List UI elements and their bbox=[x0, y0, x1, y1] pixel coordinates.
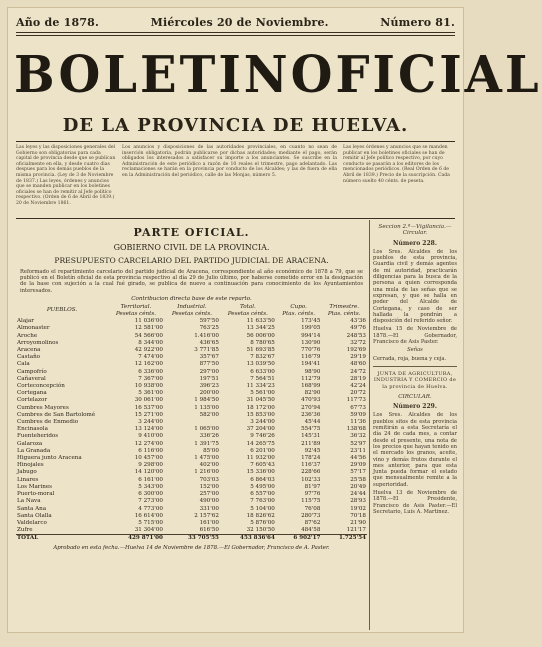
table-cell: 44'56 bbox=[350, 455, 366, 462]
pueblo-name: Alajar bbox=[17, 318, 34, 325]
table-cell: 117'73 bbox=[346, 397, 366, 404]
issue-number: Número 81. bbox=[380, 16, 455, 29]
table-cell: 85'00 bbox=[203, 447, 219, 454]
table-cell: 87'62 bbox=[304, 519, 321, 526]
table-row bbox=[16, 354, 367, 361]
table-cell: 29'09 bbox=[350, 462, 366, 469]
column-divider bbox=[369, 220, 370, 630]
side-senas-text: Cerrada, roja, buena y ceja. bbox=[373, 355, 447, 362]
table-cell: 11 932'00 bbox=[246, 455, 275, 462]
table-cell: 10 457'00 bbox=[134, 455, 163, 462]
header-rule-double bbox=[16, 35, 455, 36]
table-row bbox=[16, 441, 367, 448]
table-cell: 24'72 bbox=[350, 368, 366, 375]
pueblo-name: Hinojales bbox=[17, 462, 44, 469]
col-trimestre: Trimestre. bbox=[329, 303, 360, 310]
table-row bbox=[16, 426, 367, 433]
table-row bbox=[16, 477, 367, 484]
table-cell: 48'60 bbox=[350, 361, 366, 368]
year-label: Año de 1878. bbox=[16, 16, 100, 29]
pueblo-name: Cumbres Mayores bbox=[17, 404, 69, 411]
table-cell: 194'41 bbox=[301, 361, 321, 368]
table-cell: 280'73 bbox=[301, 512, 321, 519]
table-cell: 9 746'26 bbox=[250, 433, 275, 440]
table-row bbox=[16, 347, 367, 354]
table-cell: 51 693'85 bbox=[246, 347, 275, 354]
table-cell: 32'72 bbox=[350, 339, 366, 346]
table-cell: 9 410'00 bbox=[138, 433, 163, 440]
table-cell: 3 771'85 bbox=[194, 347, 219, 354]
table-cell: 37 204'00 bbox=[246, 426, 275, 433]
table-cell: 54 566'00 bbox=[134, 332, 163, 339]
table-cell: 490'00 bbox=[199, 498, 219, 505]
table-cell: 192'69 bbox=[346, 347, 366, 354]
table-row bbox=[16, 397, 367, 404]
table-cell: 31 304'00 bbox=[134, 527, 163, 534]
table-cell: 81'97 bbox=[304, 483, 321, 490]
total-cell: 1.725'54 bbox=[321, 535, 367, 543]
table-cell: 7 605'43 bbox=[250, 462, 275, 469]
table-cell: 270'94 bbox=[301, 404, 321, 411]
header-rule bbox=[16, 32, 455, 33]
pueblo-name: Cumbres de Enmedio bbox=[17, 419, 79, 426]
table-cell: 70'18 bbox=[350, 512, 366, 519]
table-cell: 8 780'65 bbox=[250, 339, 275, 346]
table-cell: 5 876'00 bbox=[250, 519, 275, 526]
tax-table-body bbox=[16, 318, 367, 542]
table-cell: 211'89 bbox=[301, 440, 321, 447]
pueblo-name: Fuenteheridos bbox=[17, 433, 59, 440]
pueblo-name: Cumbres de San Bartolomé bbox=[17, 411, 96, 418]
table-cell: 13 039'50 bbox=[246, 361, 275, 368]
table-row bbox=[16, 513, 367, 520]
table-cell: 31 045'50 bbox=[246, 397, 275, 404]
side-section-heading: Seccion 2.ª—Vigilancia.—Circular. bbox=[378, 224, 452, 237]
table-cell: 331'00 bbox=[199, 505, 219, 512]
table-cell: 200'00 bbox=[199, 390, 219, 397]
table-row bbox=[16, 405, 367, 412]
pueblo-name: Santa Olalla bbox=[17, 512, 52, 519]
table-row bbox=[16, 448, 367, 455]
table-cell: 7 474'00 bbox=[138, 354, 163, 361]
table-row bbox=[16, 369, 367, 376]
table-cell: 116'79 bbox=[301, 354, 321, 361]
total-cell: 33 705'55 bbox=[164, 535, 220, 543]
unit-label: Pesetas cénts. bbox=[227, 311, 268, 318]
pueblo-name: Los Marines bbox=[17, 483, 53, 490]
table-cell: 32 150'50 bbox=[246, 527, 275, 534]
notice-right: Las leyes órdenes y anuncios que se manden publicar en los boletines oficiales se han de remitir al Jefe político respectivo, por cuyo conducto se pasarán a los editores de los mencionados periódicos. (Real Orden de 6 de Abril de 1839.) Precio de la suscripción. Cada número suelto 40 cénts. de peseta. bbox=[343, 145, 450, 184]
total-label: TOTAL bbox=[16, 535, 108, 543]
table-cell: 7 763'00 bbox=[250, 498, 275, 505]
table-cell: 9 298'00 bbox=[138, 462, 163, 469]
table-cell: 18 826'62 bbox=[246, 512, 275, 519]
table-cell: 178'24 bbox=[301, 455, 321, 462]
table-cell: 23'11 bbox=[350, 447, 366, 454]
table-row bbox=[16, 484, 367, 491]
table-cell: 56 006'00 bbox=[246, 332, 275, 339]
date-label: Miércoles 20 de Noviembre. bbox=[150, 16, 329, 29]
table-row bbox=[16, 419, 367, 426]
masthead bbox=[14, 44, 542, 106]
table-cell: 29'19 bbox=[350, 354, 366, 361]
table-cell: 703'03 bbox=[199, 476, 219, 483]
table-cell: 994'14 bbox=[301, 332, 321, 339]
table-cell: 145'31 bbox=[301, 433, 321, 440]
table-cell: 19'02 bbox=[350, 505, 366, 512]
table-cell: 16 537'00 bbox=[134, 404, 163, 411]
table-cell: 25'58 bbox=[350, 476, 366, 483]
notice-center: Los anuncios y disposiciones de las autoridades provinciales, en cuanto no sean de inserción obligatoria, podrán publicarse por dichas autoridades; mediante el pago, serán obligados los interesados a satisfacer su importe a los anunciantes. Se suscribe en la Administración de este periódico a razón de 10 reales el trimestre, pago adelantado. Las reclamaciones se harán en la provincia por conducto de los Alcaldes; y las de fuera de ella en la Administración del periódico, calle de las Monjas, número 5. bbox=[122, 145, 337, 178]
pueblo-name: Corteconcepción bbox=[17, 383, 65, 390]
side-circular-228-body: Los Sres. Alcaldes de los pueblos de esta provincia, Guardia civil y demás agentes de mi autoridad, practicarán diligencias para la busca de la persona a quien corresponda una mula de las señas que se expresan, y que se halla en poder del Alcalde de Cortegana, y caso de ser hallada la pondrán a disposición del referido señor. bbox=[373, 248, 457, 325]
table-cell: 14 265'75 bbox=[246, 440, 275, 447]
table-cell: 11'36 bbox=[350, 419, 366, 426]
pueblo-name: Jabugo bbox=[17, 469, 37, 476]
table-row bbox=[16, 469, 367, 476]
unit-label: Ptas. cénts. bbox=[282, 311, 315, 318]
table-cell: 402'00 bbox=[199, 462, 219, 469]
pueblo-name: Arroyomolinos bbox=[17, 339, 59, 346]
table-cell: 1 984'50 bbox=[194, 397, 219, 404]
table-cell: 115'75 bbox=[301, 498, 321, 505]
pueblo-name: Aroche bbox=[17, 332, 38, 339]
total-row bbox=[16, 535, 367, 543]
table-cell: 21'90 bbox=[350, 519, 366, 526]
table-cell: 45'44 bbox=[304, 419, 321, 426]
side-junta-heading: JUNTA DE AGRICULTURA, INDUSTRIA Y COMERCIO de la provincia de Huelva. bbox=[373, 370, 457, 390]
table-cell: 877'50 bbox=[199, 361, 219, 368]
table-cell: 42 922'00 bbox=[134, 347, 163, 354]
table-row bbox=[16, 506, 367, 513]
table-cell: 3 244'00 bbox=[138, 419, 163, 426]
table-cell: 1 391'75 bbox=[194, 440, 219, 447]
table-cell: 13 124'00 bbox=[134, 426, 163, 433]
table-cell: 12 162'00 bbox=[134, 361, 163, 368]
table-cell: 12 581'00 bbox=[134, 325, 163, 332]
table-cell: 49'76 bbox=[350, 325, 366, 332]
pueblo-name: Cortegana bbox=[17, 390, 47, 397]
table-cell: 484'58 bbox=[301, 527, 321, 534]
unit-label: Pesetas cénts. bbox=[171, 311, 213, 318]
table-cell: 36'32 bbox=[350, 433, 366, 440]
table-cell: 199'05 bbox=[301, 325, 321, 332]
table-cell: 5 715'00 bbox=[138, 519, 163, 526]
table-cell: 28'19 bbox=[350, 375, 366, 382]
pueblo-name: Aracena bbox=[17, 347, 41, 354]
pueblo-name: Almonaster bbox=[17, 325, 50, 332]
table-cell: 1.416'00 bbox=[194, 332, 219, 339]
table-cell: 30 061'00 bbox=[134, 397, 163, 404]
pueblo-name: La Granada bbox=[17, 447, 51, 454]
table-cell: 43'36 bbox=[350, 318, 366, 325]
table-cell: 6 864'03 bbox=[250, 476, 275, 483]
pueblo-name: Santa Ana bbox=[17, 505, 47, 512]
notices-rule bbox=[16, 218, 455, 219]
table-cell: 67'73 bbox=[350, 404, 366, 411]
pueblo-name: La Nava bbox=[17, 498, 41, 505]
table-cell: 7 367'00 bbox=[138, 375, 163, 382]
table-cell: 763'25 bbox=[199, 325, 219, 332]
col-cupo: Cupo. bbox=[290, 303, 307, 310]
table-cell: 1 475'00 bbox=[194, 455, 219, 462]
pueblo-name: Higuera junto Aracena bbox=[17, 455, 82, 462]
table-cell: 28'93 bbox=[350, 498, 366, 505]
table-cell: 7 273'00 bbox=[138, 498, 163, 505]
table-cell: 102'33 bbox=[301, 476, 321, 483]
side-number-229: Número 229. bbox=[393, 403, 437, 411]
unit-label: Ptas. cénts. bbox=[327, 311, 361, 318]
table-row bbox=[16, 433, 367, 440]
table-cell: 16 614'00 bbox=[134, 512, 163, 519]
contribution-caption: Contribucion directa base de este reparto. bbox=[131, 295, 252, 302]
table-cell: 52'97 bbox=[350, 440, 366, 447]
table-row bbox=[16, 376, 367, 383]
table-cell: 236'36 bbox=[301, 411, 321, 418]
col-total: Total. bbox=[239, 303, 256, 310]
table-cell: 11 036'00 bbox=[134, 318, 163, 325]
table-cell: 168'99 bbox=[301, 383, 321, 390]
table-cell: 582'00 bbox=[199, 411, 219, 418]
side-circular-heading: CIRCULAR. bbox=[398, 393, 432, 400]
pueblo-name: Campofrío bbox=[17, 368, 47, 375]
pueblo-name: Zufre bbox=[17, 527, 33, 534]
table-cell: 152'00 bbox=[199, 483, 219, 490]
table-cell: 5 361'00 bbox=[138, 390, 163, 397]
table-cell: 616'50 bbox=[199, 527, 219, 534]
total-cell: 429 871'00 bbox=[108, 535, 164, 543]
side-circular-229-body: Los Sres. Alcaldes de los pueblos sitos de esta provincia remitirán a esta Secretaría el día 24 de cada mes, a contar desde el presente, una nota de los precios que hayan tenido en el mercado los granos, aceite, vino y demás frutos durante el mes anterior, para que esta Junta pueda formar el estado que mensualmente remite a la superioridad. bbox=[373, 412, 457, 488]
table-cell: 15 271'00 bbox=[134, 411, 163, 418]
pueblo-name: Puerto-moral bbox=[17, 491, 55, 498]
section-heading: PARTE OFICIAL. bbox=[133, 226, 250, 239]
side-separator bbox=[373, 366, 457, 367]
table-cell: 597'50 bbox=[199, 318, 219, 325]
pueblo-name: Encinasola bbox=[17, 426, 48, 433]
table-cell: 228'66 bbox=[301, 469, 321, 476]
table-cell: 138'68 bbox=[346, 426, 366, 433]
masthead-left-word: BOLETIN bbox=[14, 45, 291, 105]
table-cell: 470'93 bbox=[301, 397, 321, 404]
subtitle-rule bbox=[16, 141, 455, 142]
header-line bbox=[16, 16, 455, 29]
table-cell: 6 161'00 bbox=[138, 476, 163, 483]
table-cell: 770'76 bbox=[301, 347, 321, 354]
masthead-right-word: OFICIAL bbox=[290, 45, 542, 105]
table-cell: 357'67 bbox=[199, 354, 219, 361]
table-cell: 3 244'00 bbox=[250, 419, 275, 426]
pueblo-name: Galaroza bbox=[17, 440, 43, 447]
table-cell: 82'90 bbox=[304, 390, 321, 397]
side-senas-heading: Señas bbox=[407, 347, 423, 354]
table-row bbox=[16, 412, 367, 419]
table-cell: 13 344'25 bbox=[246, 325, 275, 332]
table-cell: 248'53 bbox=[346, 332, 366, 339]
table-cell: 112'79 bbox=[301, 375, 321, 382]
pueblo-name: Valdelarco bbox=[17, 519, 47, 526]
table-cell: 6 336'00 bbox=[138, 368, 163, 375]
total-cell: 6 902'17 bbox=[276, 535, 322, 543]
table-cell: 15 336'00 bbox=[246, 469, 275, 476]
table-cell: 11 334'23 bbox=[246, 383, 275, 390]
side-column bbox=[373, 220, 457, 632]
table-row bbox=[16, 520, 367, 527]
publication-notices bbox=[16, 145, 455, 217]
pueblo-name: Cortelazor bbox=[17, 397, 47, 404]
gobierno-heading: GOBIERNO CIVIL DE LA PROVINCIA. bbox=[113, 243, 270, 252]
table-row bbox=[16, 527, 367, 535]
table-cell: 5 561'00 bbox=[250, 390, 275, 397]
table-cell: 116'37 bbox=[301, 462, 321, 469]
side-circular-229-date: Huelva 13 de Noviembre de 1878.—El Presidente, Francisco de Asis Paster.—El Secretario, Luis A. Martinez. bbox=[373, 489, 457, 515]
unit-label: Pesetas cénts. bbox=[115, 311, 157, 318]
table-cell: 42'24 bbox=[350, 383, 366, 390]
table-row bbox=[16, 455, 367, 462]
table-row bbox=[16, 333, 367, 340]
table-cell: 5 343'00 bbox=[138, 483, 163, 490]
table-cell: 57'17 bbox=[350, 469, 366, 476]
table-row bbox=[16, 318, 367, 325]
table-cell: 8 344'00 bbox=[138, 339, 163, 346]
total-cell: 453 836'64 bbox=[220, 535, 276, 543]
table-cell: 197'51 bbox=[199, 375, 219, 382]
table-cell: 12 274'00 bbox=[134, 440, 163, 447]
table-row bbox=[16, 390, 367, 397]
side-number-228: Número 228. bbox=[393, 239, 437, 247]
table-cell: 297'00 bbox=[199, 368, 219, 375]
tax-table bbox=[16, 304, 367, 543]
table-cell: 6 201'00 bbox=[250, 447, 275, 454]
table-cell: 173'45 bbox=[301, 318, 321, 325]
table-cell: 6 557'00 bbox=[250, 491, 275, 498]
table-cell bbox=[164, 419, 220, 426]
table-cell: 6 633'00 bbox=[250, 368, 275, 375]
approval-line: Aprobado en esta fecha.—Huelva 14 de Noviembre de 1878.—El Gobernador, Francisco de A. Paster. bbox=[53, 544, 330, 551]
table-cell: 76'08 bbox=[304, 505, 321, 512]
table-cell: 396'23 bbox=[199, 383, 219, 390]
notice-left: Las leyes y las disposiciones generales del Gobierno son obligatorias para cada capital de provincia desde que se publican oficialmente en ella, y desde cuatro dias despues para los demás pueblos de la misma provincia. (Ley de 3 de Noviembre de 1837.) Las leyes, órdenes y anuncios que se manden publicar en los boletines oficiales se han de remitir al Jefe político respectivo. (Orden de 6 de Abril de 1839.) 20 de Noviembre 1861. bbox=[16, 145, 116, 206]
table-cell: 18 172'00 bbox=[246, 404, 275, 411]
table-cell: 1 216'00 bbox=[194, 469, 219, 476]
table-cell: 1 135'00 bbox=[194, 404, 219, 411]
pueblo-name: Cala bbox=[17, 361, 30, 368]
table-cell: 7 564'51 bbox=[250, 375, 275, 382]
table-cell: 161'00 bbox=[199, 519, 219, 526]
table-cell: 14 120'00 bbox=[134, 469, 163, 476]
table-row bbox=[16, 491, 367, 498]
col-industrial: Industrial. bbox=[177, 303, 207, 310]
table-cell: 97'76 bbox=[304, 491, 321, 498]
table-cell: 1 065'00 bbox=[194, 426, 219, 433]
table-cell: 20'49 bbox=[350, 483, 366, 490]
intro-paragraph: Reformado el repartimiento carcelario del partido judicial de Aracena, correspondiente al año económico de 1878 a 79, que se publicó en el Boletín oficial de esta provincia respectivo al día 29 de Julio último, por haberse cometido error en la designación de la base con sujeción a la cual fué girado, se publica de nuevo a continuación para conocimiento de los Ayuntamientos interesados. bbox=[20, 269, 363, 294]
table-cell: 7 832'67 bbox=[250, 354, 275, 361]
table-cell: 92'45 bbox=[304, 447, 321, 454]
table-row bbox=[16, 361, 367, 368]
table-cell: 10 938'00 bbox=[134, 383, 163, 390]
presupuesto-heading: PRESUPUESTO CARCELARIO DEL PARTIDO JUDICIAL DE ARACENA. bbox=[54, 256, 329, 265]
table-cell: 436'65 bbox=[199, 339, 219, 346]
table-cell: 11 633'50 bbox=[246, 318, 275, 325]
pueblo-name: Linares bbox=[17, 476, 39, 483]
col-territorial: Territorial. bbox=[120, 303, 152, 310]
side-circular-228-date: Huelva 15 de Noviembre de 1878.—El Gobernador, Francisco de Asis Paster. bbox=[373, 326, 457, 346]
table-cell: 6 116'00 bbox=[138, 447, 163, 454]
table-cell: 2 157'62 bbox=[194, 512, 219, 519]
table-cell: 20'72 bbox=[350, 390, 366, 397]
table-cell: 15 853'00 bbox=[246, 411, 275, 418]
table-cell: 554'75 bbox=[301, 426, 321, 433]
table-cell: 6 300'00 bbox=[138, 491, 163, 498]
table-row bbox=[16, 325, 367, 332]
table-cell: 59'09 bbox=[350, 411, 366, 418]
table-row bbox=[16, 498, 367, 505]
table-row bbox=[16, 383, 367, 390]
table-row bbox=[16, 340, 367, 347]
table-cell: 121'17 bbox=[346, 527, 366, 534]
table-cell: 5 495'00 bbox=[250, 483, 275, 490]
table-cell: 257'00 bbox=[199, 491, 219, 498]
table-cell: 98'90 bbox=[304, 368, 321, 375]
table-cell: 4 773'00 bbox=[138, 505, 163, 512]
table-cell: 336'26 bbox=[199, 433, 219, 440]
newspaper-page bbox=[7, 7, 542, 633]
table-cell: 24'44 bbox=[350, 491, 366, 498]
pueblo-name: Cañaveral bbox=[17, 375, 46, 382]
table-cell: 130'90 bbox=[301, 339, 321, 346]
table-cell: 5 104'00 bbox=[250, 505, 275, 512]
main-column bbox=[16, 220, 367, 632]
province-subtitle: DE LA PROVINCIA DE HUELVA. bbox=[62, 115, 409, 136]
col-pueblos: PUEBLOS. bbox=[46, 307, 78, 314]
table-row bbox=[16, 462, 367, 469]
pueblo-name: Castaño bbox=[17, 354, 41, 361]
